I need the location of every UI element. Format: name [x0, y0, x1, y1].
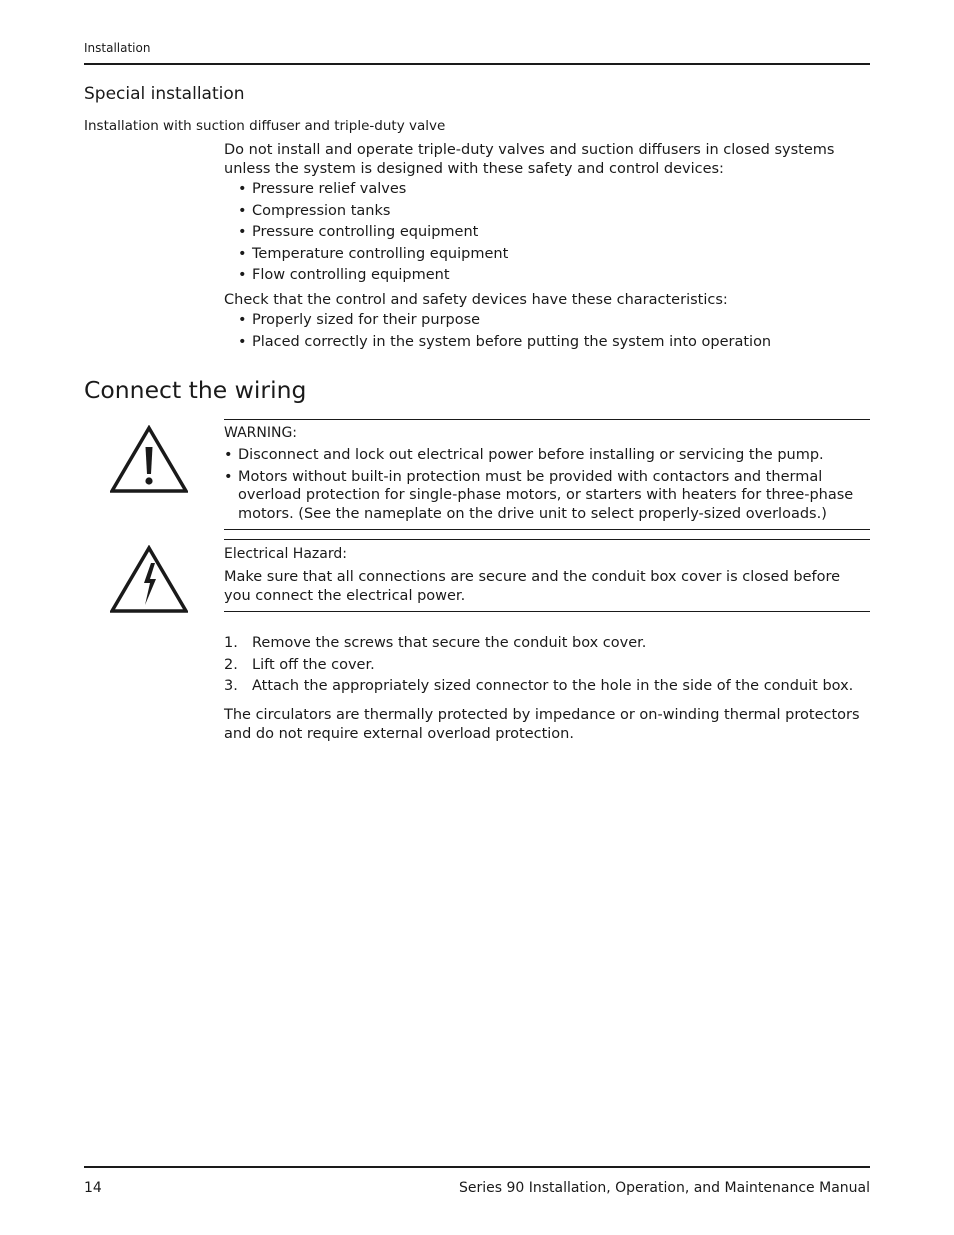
electrical-hazard-icon	[110, 545, 188, 613]
subheading-suction-diffuser: Installation with suction diffuser and triple-duty valve	[84, 118, 446, 134]
hazard-bottom-rule	[224, 611, 870, 612]
list-item: 3. Attach the appropriately sized connector to the hole in the side of the conduit box.	[224, 678, 854, 694]
page-number: 14	[84, 1180, 102, 1196]
list-item: • Flow controlling equipment	[224, 265, 508, 287]
footer-rule	[84, 1166, 870, 1168]
section-heading-connect-wiring: Connect the wiring	[84, 376, 307, 404]
list-item: • Pressure relief valves	[224, 179, 508, 201]
bullet-glyph: •	[238, 181, 247, 197]
warning-bottom-rule	[224, 529, 870, 530]
bullet-glyph: •	[238, 245, 247, 262]
safety-device-list	[224, 179, 508, 287]
running-head: Installation	[84, 41, 151, 55]
list-item: • Temperature controlling equipment	[224, 244, 508, 266]
warning-exclamation-icon	[110, 425, 188, 493]
bullet-glyph: •	[238, 202, 247, 219]
check-paragraph: Check that the control and safety devices have these characteristics:	[224, 292, 728, 308]
list-item: • Pressure controlling equipment	[224, 222, 508, 244]
list-item: 1. Remove the screws that secure the conduit box cover.	[224, 635, 647, 651]
bullet-glyph: •	[238, 333, 247, 350]
warning-label: WARNING:	[224, 425, 298, 441]
characteristics-list	[224, 310, 771, 353]
hazard-label: Electrical Hazard:	[224, 546, 347, 562]
list-item: • Disconnect and lock out electrical power before installing or servicing the pump.	[224, 447, 824, 463]
closing-paragraph: The circulators are thermally protected by impedance or on-winding thermal protectors and do not require external overload protection.	[224, 707, 860, 742]
section-heading-special-installation: Special installation	[84, 84, 245, 104]
header-rule	[84, 63, 870, 65]
intro-paragraph: Do not install and operate triple-duty valves and suction diffusers in closed systems unless the system is designed with these safety and control devices:	[224, 142, 835, 177]
list-item: • Motors without built-in protection must be provided with contactors and thermal overload protection for single-phase motors, or starters with heaters for three-phase motors. (See the nameplate on the drive unit to select properly-sized overloads.)	[224, 468, 854, 522]
bullet-glyph: •	[224, 447, 233, 463]
hazard-text: Make sure that all connections are secure and the conduit box cover is closed before you connect the electrical power.	[224, 569, 841, 604]
warning-top-rule	[224, 419, 870, 420]
wiring-steps	[224, 633, 870, 698]
list-item: • Properly sized for their purpose	[224, 310, 771, 332]
bullet-glyph: •	[238, 267, 247, 283]
hazard-top-rule	[224, 539, 870, 540]
list-item: • Compression tanks	[224, 201, 508, 223]
list-item: 2. Lift off the cover.	[224, 656, 375, 673]
bullet-glyph: •	[238, 312, 247, 328]
list-item: • Placed correctly in the system before putting the system into operation	[224, 332, 771, 354]
bullet-glyph: •	[238, 224, 247, 240]
warning-list	[224, 446, 870, 526]
manual-title: Series 90 Installation, Operation, and Maintenance Manual	[458, 1180, 870, 1196]
bullet-glyph: •	[224, 468, 233, 485]
